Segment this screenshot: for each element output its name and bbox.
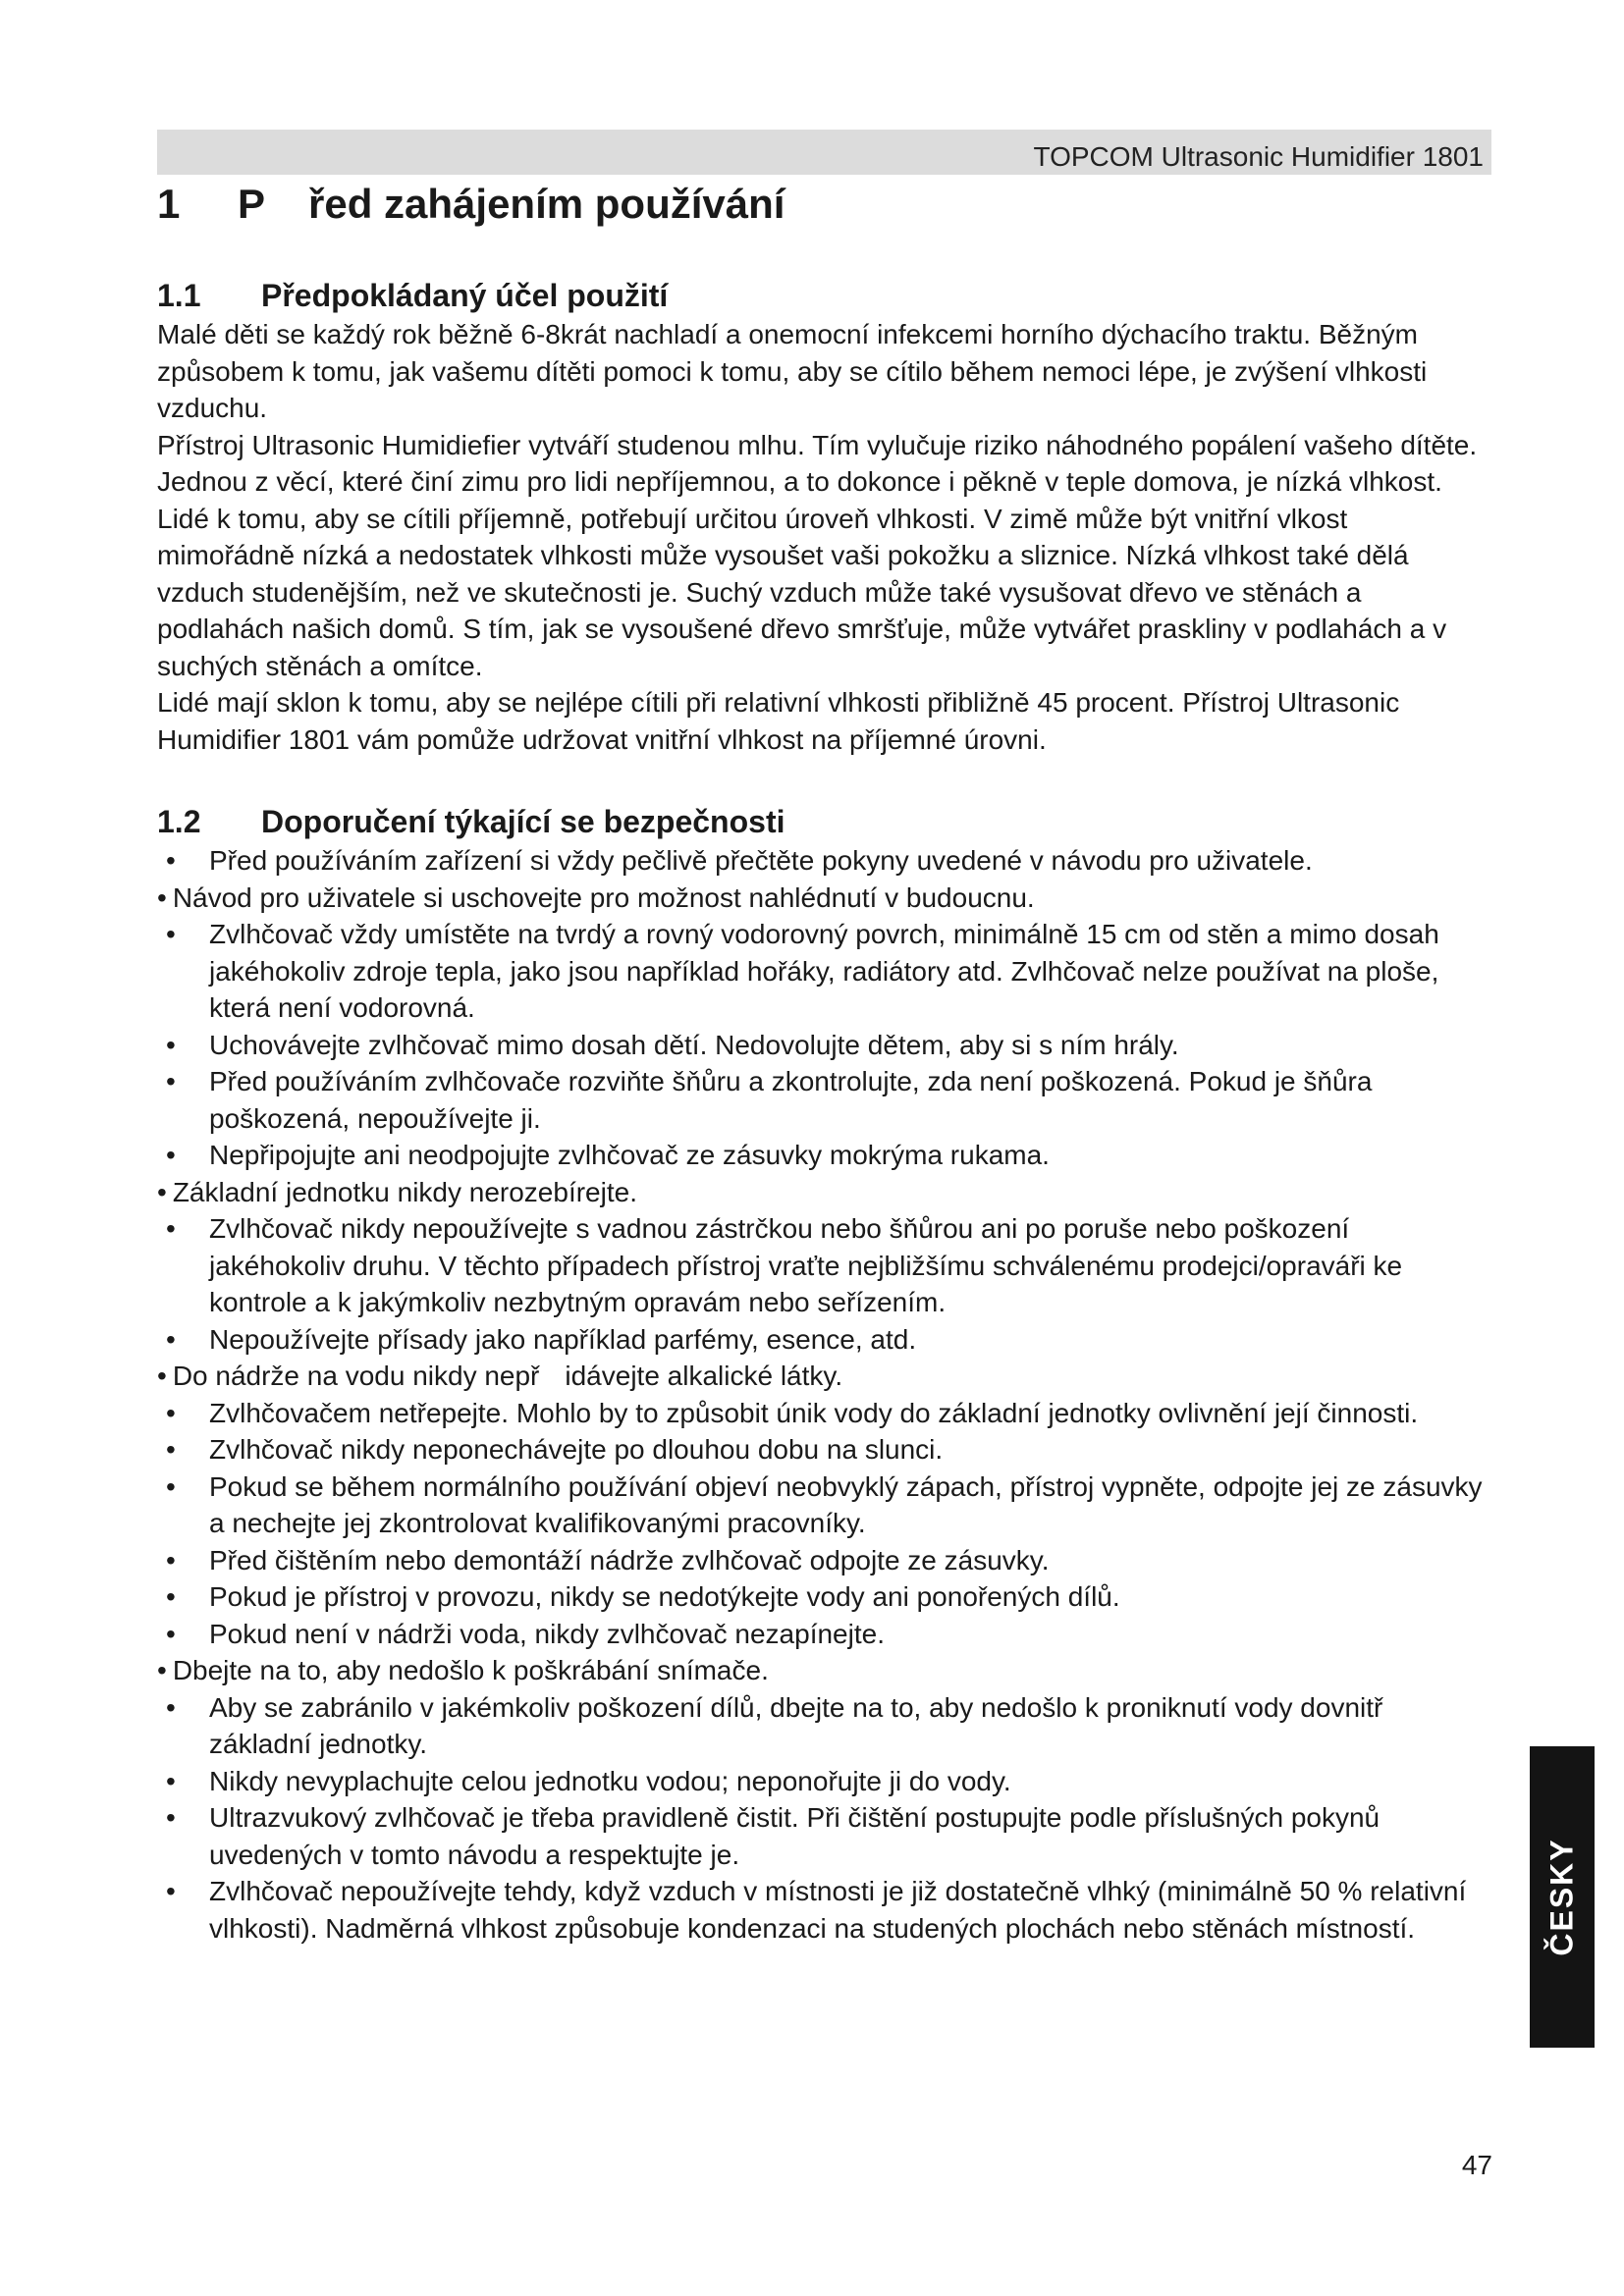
list-item (157, 880, 1491, 917)
list-item-text: Zvlhčovač nikdy neponechávejte po dlouhou dobu na slunci. (209, 1434, 944, 1465)
list-item-text: Pokud se během normálního používání objeví neobvyklý zápach, přístroj vypněte, odpojte jej ze zásuvky a nechejte jej zkontrolovat kvalifikovanými pracovníky. (209, 1470, 1483, 1538)
section-number: 1.1 (157, 278, 201, 313)
list-item-text: Pokud je přístroj v provozu, nikdy se nedotýkejte vody ani ponořených dílů. (209, 1581, 1120, 1612)
list-item-text: Uchovávejte zvlhčovač mimo dosah dětí. Nedovolujte dětem, aby si s ním hrály. (209, 1029, 1179, 1060)
paragraph: Lidé mají sklon k tomu, aby se nejlépe cítili při relativní vlhkosti přibližně 45 procent. Přístroj Ultrasonic Humidifier 1801 vám pomůže udržovat vnitřní vlhkost na příjemné úrovni. (157, 687, 1400, 755)
paragraph: Přístroj Ultrasonic Humidiefier vytváří studenou mlhu. Tím vylučuje riziko náhodného popálení vašeho dítěte. (157, 429, 1478, 460)
language-tab-label: ČESKY (1543, 1838, 1580, 1956)
section-heading-1-1 (157, 275, 1491, 316)
list-item (157, 1210, 1491, 1321)
safety-list (157, 842, 1491, 1947)
page-number: 47 (1461, 2150, 1492, 2180)
bullet: • (166, 1323, 176, 1355)
bullet: • (157, 1655, 167, 1685)
list-item (157, 1542, 1491, 1579)
bullet: • (166, 1765, 176, 1796)
list-item (157, 1027, 1491, 1064)
bullet: • (166, 1544, 176, 1575)
list-item (157, 1395, 1491, 1432)
chapter-initial: P (238, 181, 266, 227)
list-item-text: Pokud není v nádrži voda, nikdy zvlhčovač nezapínejte. (209, 1618, 885, 1649)
bullet: • (166, 1397, 176, 1428)
list-item-text: Před používáním zařízení si vždy pečlivě přečtěte pokyny uvedené v návodu pro uživatele. (209, 845, 1313, 876)
list-item-text: Zvlhčovač nikdy nepoužívejte s vadnou zástrčkou nebo šňůrou ani po poruše nebo poškození jakéhokoliv druhu. V těchto případech přístroj vraťte nejbližšímu schválenému prodejci/opraváři ke kontrole a k jakýmkoliv nezbytným opravám nebo seřízením. (209, 1213, 1403, 1317)
bullet: • (166, 1213, 176, 1244)
bullet: • (157, 881, 167, 913)
list-item-text: Aby se zabránilo v jakémkoliv poškození dílů, dbejte na to, aby nedošlo k proniknutí vody dovnitř základní jednotky. (209, 1691, 1383, 1759)
section-title: Předpokládaný účel použití (261, 278, 669, 313)
section-heading-1-2 (157, 801, 1491, 842)
list-item-text: Do nádrže na vodu nikdy nepř (172, 1361, 540, 1391)
section-title: Doporučení týkající se bezpečnosti (261, 804, 785, 839)
chapter-title: řed zahájením používání (308, 181, 785, 227)
list-item (157, 1468, 1491, 1542)
chapter-number: 1 (157, 181, 181, 227)
list-item (157, 1358, 1491, 1395)
paragraph: Malé děti se každý rok běžně 6-8krát nachladí a onemocní infekcemi horního dýchacího traktu. Běžným způsobem k tomu, jak vašemu dítěti pomoci k tomu, aby se cítilo během nemoci lépe, je zvýšení vlhkosti vzduchu. (157, 319, 1428, 423)
chapter-heading (157, 177, 1491, 232)
bullet: • (166, 1140, 176, 1170)
list-item-text: Ultrazvukový zvlhčovač je třeba pravidleně čistit. Při čištění postupujte podle příslušných pokynů uvedených v tomto návodu a respektujte je. (209, 1802, 1380, 1870)
list-item (157, 1137, 1491, 1174)
bullet: • (166, 1581, 176, 1612)
list-item-text: Zvlhčovačem netřepejte. Mohlo by to způsobit únik vody do základní jednotky ovlivnění její činnosti. (209, 1397, 1419, 1428)
bullet: • (157, 1361, 167, 1391)
language-tab (1530, 1746, 1595, 2048)
bullet: • (166, 1876, 176, 1906)
list-item-text: Návod pro uživatele si uschovejte pro možnost nahlédnutí v budoucnu. (172, 881, 1035, 913)
paragraph: Jednou z věcí, které činí zimu pro lidi nepříjemnou, a to dokonce i pěkně v teple domova, je nízká vlhkost. Lidé k tomu, aby se cítili příjemně, potřebují určitou úroveň vlhkosti. V zimě může být vnitřní vlkost mimořádně nízká a nedostatek vlhkosti může vysoušet vaši pokožku a sliznice. Nízká vlhkost také dělá vzduch studenějším, než ve skutečnosti je. Suchý vzduch může také vysušovat dřevo ve stěnách a podlahách našich domů. S tím, jak se vysoušené dřevo smršťuje, může vytvářet praskliny v podlahách a v suchých stěnách a omítce. (157, 466, 1447, 681)
list-item-text: Dbejte na to, aby nedošlo k poškrábání snímače. (172, 1655, 769, 1685)
list-item (157, 1321, 1491, 1359)
bullet: • (166, 845, 176, 876)
bullet: • (166, 1802, 176, 1833)
list-item-text: Nikdy nevyplachujte celou jednotku vodou; neponořujte ji do vody. (209, 1765, 1011, 1796)
list-item (157, 1578, 1491, 1616)
list-item (157, 1763, 1491, 1800)
bullet: • (166, 1066, 176, 1096)
bullet: • (166, 1618, 176, 1649)
list-item (157, 1799, 1491, 1873)
list-item-text: Nepřipojujte ani neodpojujte zvlhčovač ze zásuvky mokrýma rukama. (209, 1140, 1050, 1170)
bullet: • (166, 1434, 176, 1465)
list-item-text: Před používáním zvlhčovače rozviňte šňůru a zkontrolujte, zda není poškozená. Pokud je šňůra poškozená, nepoužívejte ji. (209, 1066, 1373, 1134)
list-item (157, 1063, 1491, 1137)
list-item (157, 916, 1491, 1027)
list-item-text: Nepoužívejte přísady jako například parfémy, esence, atd. (209, 1323, 917, 1355)
intended-use-text (157, 316, 1491, 758)
list-item-text: Zvlhčovač nepoužívejte tehdy, když vzduch v místnosti je již dostatečně vlhký (minimálně 50 % relativní vlhkosti). Nadměrná vlhkost způsobuje kondenzaci na studených plochách nebo stěnách místností. (209, 1876, 1467, 1944)
section-number: 1.2 (157, 804, 201, 839)
header-title: TOPCOM Ultrasonic Humidifier 1801 (1033, 141, 1484, 172)
running-header (157, 130, 1491, 175)
bullet: • (166, 1691, 176, 1723)
list-item (157, 1873, 1491, 1947)
bullet: • (166, 1029, 176, 1060)
bullet: • (157, 1176, 167, 1207)
list-item (157, 1689, 1491, 1763)
list-item-text: Základní jednotku nikdy nerozebírejte. (172, 1176, 637, 1207)
page-content (157, 177, 1491, 1947)
bullet: • (166, 1470, 176, 1502)
list-item (157, 1616, 1491, 1653)
list-item (157, 1174, 1491, 1211)
bullet: • (166, 919, 176, 949)
list-item (157, 1431, 1491, 1468)
list-item (157, 1652, 1491, 1689)
list-item-text: Před čištěním nebo demontáží nádrže zvlhčovač odpojte ze zásuvky. (209, 1544, 1050, 1575)
list-item-text: idávejte alkalické látky. (565, 1361, 843, 1391)
list-item (157, 842, 1491, 880)
list-item-text: Zvlhčovač vždy umístěte na tvrdý a rovný vodorovný povrch, minimálně 15 cm od stěn a mimo dosah jakéhokoliv zdroje tepla, jako jsou například hořáky, radiátory atd. Zvlhčovač nelze používat na ploše, která není vodorovná. (209, 919, 1439, 1023)
